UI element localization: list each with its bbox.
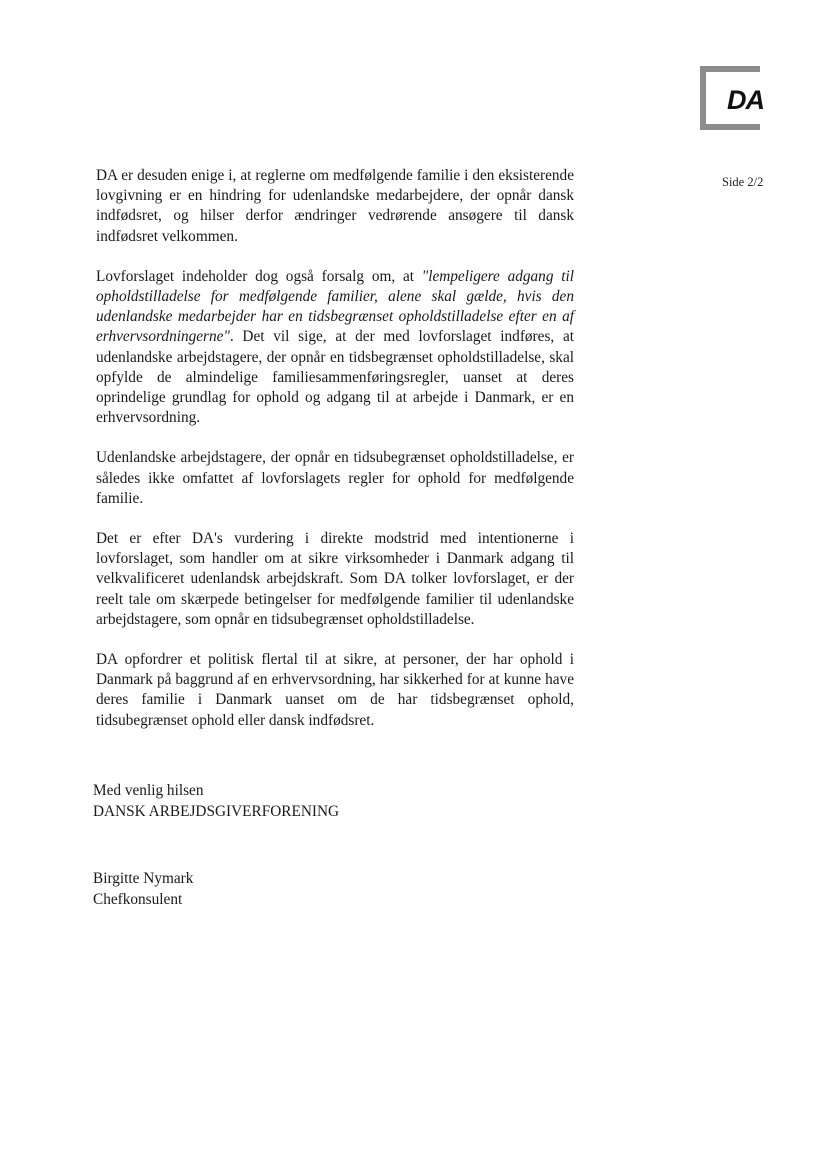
logo-text: DA (727, 85, 764, 115)
organization-name: DANSK ARBEJDSGIVERFORENING (93, 802, 340, 820)
signature-block (93, 869, 193, 910)
paragraph-2-tail: . Det vil sige, at der med lovforslaget indføres, at udenlandske arbejdstagere, der opnår en tidsbegrænset opholdstilladelse, skal opfylde de almindelige familiesammenføringsregler, uanset at deres oprindelige grundlag for ophold og adgang til at arbejde i Danmark, er en erhvervsordning. (96, 328, 574, 427)
paragraph-1: DA er desuden enige i, at reglerne om medfølgende familie i den eksisterende lovgivning er en hindring for udenlandske medarbejdere, der opnår dansk indfødsret, og hilser derfor ændringer vedrørende ansøgere til dansk indfødsret velkommen. (96, 167, 574, 245)
signer-name: Birgitte Nymark (93, 870, 194, 887)
greeting: Med venlig hilsen (93, 782, 204, 799)
da-logo (700, 66, 766, 136)
paragraph-3: Udenlandske arbejdstagere, der opnår en tidsubegrænset opholdstilladelse, er således ikke omfattet af lovforslagets regler for ophold for medfølgende familie. (96, 449, 574, 507)
paragraph-2-lead: Lovforslaget indeholder dog også forsalg om, at (96, 267, 422, 285)
closing-block (93, 781, 339, 822)
page-number: Side 2/2 (722, 175, 764, 189)
paragraph-2 (96, 267, 574, 429)
letter-body (96, 166, 574, 751)
paragraph-5: DA opfordrer et politisk flertal til at sikre, at personer, der har ophold i Danmark på baggrund af en erhvervsordning, har sikkerhed for at kunne have deres familie i Danmark uanset om de har tidsbegrænset ophold, tidsubegrænset ophold eller dansk indfødsret. (96, 651, 574, 729)
quoted-proposal-text: "lempeligere adgang til opholdstilladelse for medfølgende familier, alene skal gælde, hvis den udenlandske medarbejder har en tidsbegrænset opholdstilladelse efter en af erhvervsordningerne" (96, 267, 574, 346)
paragraph-4: Det er efter DA's vurdering i direkte modstrid med intentionerne i lovforslaget, som handler om at sikre virksomheder i Danmark adgang til velkvalificeret udenlandsk arbejdskraft. Som DA tolker lovforslaget, er der reelt tale om skærpede betingelser for medfølgende familier til udenlandske arbejdstagere, som opnår en tidsubegrænset opholdstilladelse. (96, 530, 574, 628)
signer-title: Chefkonsulent (93, 890, 183, 908)
